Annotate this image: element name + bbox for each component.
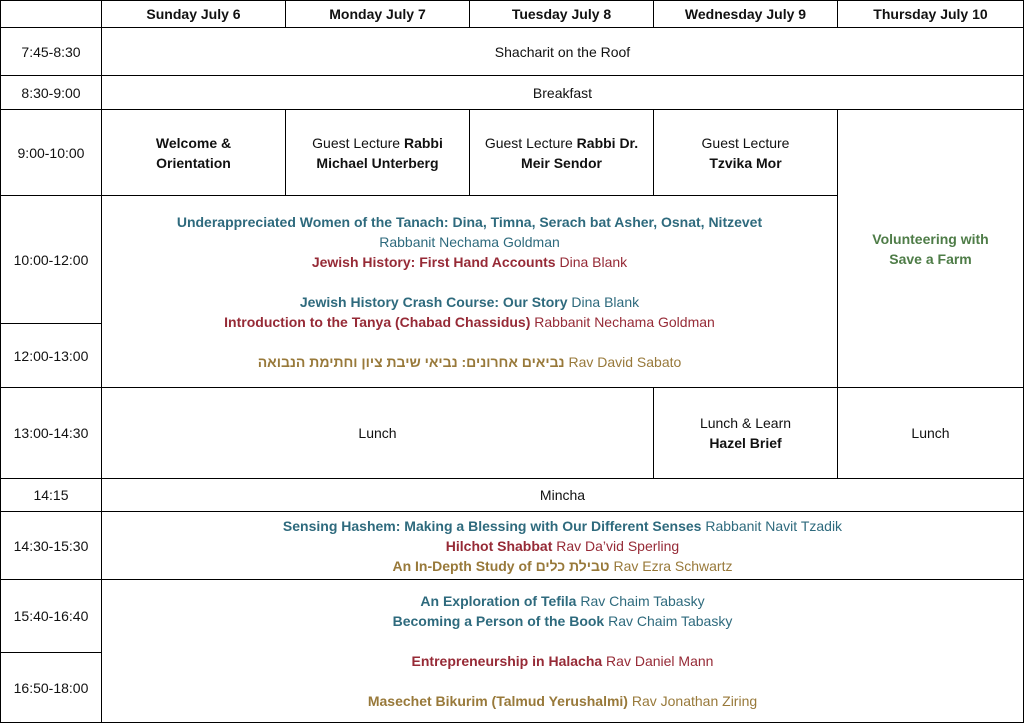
course-title-hebrew: נביאים אחרונים: נביאי שיבת ציון וחתימת הנבואה bbox=[257, 353, 565, 370]
day-header-thursday: Thursday July 10 bbox=[838, 1, 1024, 28]
course-title: Sensing Hashem: Making a Blessing with Our Different Senses bbox=[282, 517, 702, 534]
tuesday-guest-lecture-cell bbox=[470, 110, 654, 196]
lecturer-title: Rabbi bbox=[403, 134, 443, 151]
time-cell: 16:50-18:00 bbox=[1, 653, 102, 723]
lecturer-name: Michael Unterberg bbox=[316, 154, 439, 171]
afternoon2-courses-cell bbox=[102, 580, 1024, 723]
guest-lecture-prefix: Guest Lecture bbox=[312, 134, 404, 151]
course-title-hebrew: טבילת כלים bbox=[535, 557, 610, 574]
guest-lecture-prefix: Guest Lecture bbox=[484, 134, 577, 151]
course-title: Underappreciated Women of the Tanach: Dina, Timna, Serach bat Asher, Osnat, Nitzevet bbox=[176, 213, 763, 230]
time-cell: 8:30-9:00 bbox=[1, 76, 102, 110]
time-cell: 15:40-16:40 bbox=[1, 580, 102, 653]
course-teacher: Rav Daniel Mann bbox=[606, 653, 714, 669]
wednesday-lunch-learn-cell bbox=[654, 388, 838, 479]
row-breakfast bbox=[1, 76, 1024, 110]
orientation-line2: Orientation bbox=[156, 154, 231, 171]
lunch-learn-speaker: Hazel Brief bbox=[709, 435, 782, 451]
course-teacher: Rav Chaim Tabasky bbox=[608, 613, 733, 629]
thursday-lunch-cell: Lunch bbox=[838, 388, 1024, 479]
course-teacher: Rabbanit Nechama Goldman bbox=[379, 233, 560, 250]
row-1430 bbox=[1, 512, 1024, 580]
monday-guest-lecture-cell bbox=[286, 110, 470, 196]
course-teacher: Rav David Sabato bbox=[568, 353, 682, 370]
time-cell: 14:30-15:30 bbox=[1, 512, 102, 580]
course-title: Jewish History: First Hand Accounts bbox=[311, 253, 556, 270]
row-1540 bbox=[1, 580, 1024, 653]
sunday-orientation-cell bbox=[102, 110, 286, 196]
course-title: Hilchot Shabbat bbox=[445, 537, 553, 554]
course-teacher: Rav Ezra Schwartz bbox=[613, 557, 733, 574]
course-title: Jewish History Crash Course: Our Story bbox=[299, 293, 568, 310]
course-title: Masechet Bikurim (Talmud Yerushalmi) bbox=[367, 693, 628, 709]
course-teacher: Rav Jonathan Ziring bbox=[631, 693, 758, 709]
lunch-learn-label: Lunch & Learn bbox=[699, 415, 792, 431]
mincha-cell: Mincha bbox=[102, 479, 1024, 512]
thursday-volunteering-cell bbox=[838, 110, 1024, 388]
day-header-wednesday: Wednesday July 9 bbox=[654, 1, 838, 28]
course-teacher: Rabbanit Nechama Goldman bbox=[534, 313, 715, 330]
course-teacher: Rabbanit Navit Tzadik bbox=[705, 517, 843, 534]
row-0900 bbox=[1, 110, 1024, 196]
lecturer-name: Meir Sendor bbox=[521, 154, 602, 171]
course-title: Introduction to the Tanya (Chabad Chassidus) bbox=[224, 313, 531, 330]
time-cell: 13:00-14:30 bbox=[1, 388, 102, 479]
orientation-line1: Welcome & bbox=[155, 134, 232, 151]
header-row bbox=[1, 1, 1024, 28]
morning-courses-cell bbox=[102, 196, 838, 388]
row-mincha bbox=[1, 479, 1024, 512]
day-header-tuesday: Tuesday July 8 bbox=[470, 1, 654, 28]
afternoon1-courses-cell bbox=[102, 512, 1024, 580]
course-title: Entrepreneurship in Halacha bbox=[411, 653, 603, 669]
wednesday-guest-lecture-cell bbox=[654, 110, 838, 196]
lunch-cell: Lunch bbox=[102, 388, 654, 479]
row-shacharit bbox=[1, 28, 1024, 76]
volunteering-line2: Save a Farm bbox=[889, 250, 972, 267]
time-cell: 7:45-8:30 bbox=[1, 28, 102, 76]
day-header-sunday: Sunday July 6 bbox=[102, 1, 286, 28]
lecturer-name: Tzvika Mor bbox=[709, 154, 782, 171]
shacharit-cell: Shacharit on the Roof bbox=[102, 28, 1024, 76]
course-title: An In-Depth Study of bbox=[392, 557, 532, 574]
volunteering-line1: Volunteering with bbox=[872, 230, 989, 247]
course-title: An Exploration of Tefila bbox=[420, 593, 577, 609]
guest-lecture-label: Guest Lecture bbox=[701, 134, 790, 151]
time-cell: 14:15 bbox=[1, 479, 102, 512]
time-cell: 9:00-10:00 bbox=[1, 110, 102, 196]
day-header-monday: Monday July 7 bbox=[286, 1, 470, 28]
breakfast-cell: Breakfast bbox=[102, 76, 1024, 110]
course-title: Becoming a Person of the Book bbox=[392, 613, 605, 629]
course-teacher: Dina Blank bbox=[571, 293, 640, 310]
course-teacher: Rav Chaim Tabasky bbox=[580, 593, 705, 609]
course-teacher: Dina Blank bbox=[559, 253, 628, 270]
corner-cell bbox=[1, 1, 102, 28]
time-cell: 10:00-12:00 bbox=[1, 196, 102, 324]
time-cell: 12:00-13:00 bbox=[1, 324, 102, 388]
row-lunch bbox=[1, 388, 1024, 479]
course-teacher: Rav Da’vid Sperling bbox=[556, 537, 680, 554]
lecturer-title: Rabbi Dr. bbox=[576, 134, 639, 151]
